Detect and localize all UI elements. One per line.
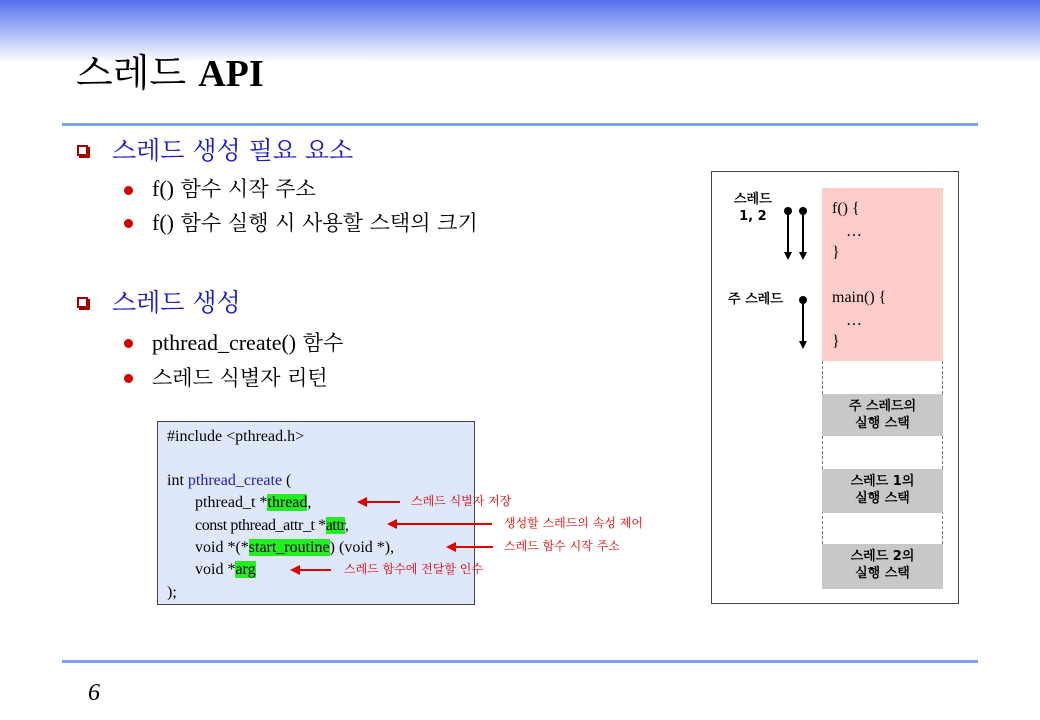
code-param-arg xyxy=(195,560,256,580)
section-bullet-icon xyxy=(77,297,88,308)
stack-label: 스레드 1의 xyxy=(850,474,915,489)
code-param-sep: ) (void *), xyxy=(329,539,395,556)
slide-title xyxy=(76,50,264,97)
stack-label: 실행 스택 xyxy=(855,566,910,581)
stack-thread-2 xyxy=(822,544,943,589)
code-segment-line: } xyxy=(832,333,840,350)
annotation-thread: 스레드 식별자 저장 xyxy=(411,494,512,508)
code-open-paren: ( xyxy=(282,472,292,489)
code-segment-block xyxy=(822,188,943,361)
code-segment-line: } xyxy=(832,244,840,261)
list-item xyxy=(152,330,343,356)
stack-label: 실행 스택 xyxy=(855,491,910,506)
arrow-line xyxy=(299,569,331,571)
arrow-line xyxy=(455,546,493,548)
bullet-dot-icon xyxy=(124,374,133,383)
section-title-requirements: 스레드 생성 필요 요소 xyxy=(112,136,354,165)
section-bullet-icon xyxy=(77,145,88,156)
code-snippet xyxy=(157,421,475,605)
code-param-sep: , xyxy=(344,517,349,534)
code-param-sep: , xyxy=(307,494,312,511)
annotation-attr: 생성할 스레드의 속성 제어 xyxy=(504,516,643,530)
main-thread-label: 주 스레드 xyxy=(728,292,783,307)
list-item-text: 스레드 식별자 리턴 xyxy=(152,366,328,390)
code-param-attr xyxy=(195,516,348,536)
code-segment-line: f() { xyxy=(832,200,860,217)
stack-label: 스레드 2의 xyxy=(850,549,915,564)
code-param-highlight: arg xyxy=(235,561,256,578)
slide-title-korean: 스레드 xyxy=(76,51,187,95)
top-divider xyxy=(62,123,978,126)
thread-line xyxy=(802,301,804,341)
code-param-thread xyxy=(195,493,311,513)
list-item xyxy=(152,365,328,391)
arrow-line xyxy=(366,501,400,503)
list-item-text: 함수 xyxy=(296,331,344,355)
list-item-text: 함수 실행 시 사용할 스택의 크기 xyxy=(173,211,478,235)
code-param-highlight: attr xyxy=(325,517,345,534)
arrow-down-icon xyxy=(799,252,807,260)
code-close: ); xyxy=(167,584,177,601)
code-return-type: int xyxy=(167,472,188,489)
thread-line xyxy=(787,212,789,252)
code-segment-line: … xyxy=(846,312,862,329)
code-function-name: pthread_create xyxy=(187,472,283,489)
code-include: #include <pthread.h> xyxy=(167,428,305,445)
list-item-code: f() xyxy=(152,176,174,201)
arrow-line xyxy=(396,523,492,525)
annotation-start-routine: 스레드 함수 시작 주소 xyxy=(504,539,620,553)
list-item xyxy=(152,210,478,236)
list-item xyxy=(152,176,316,202)
thread-1-2-label xyxy=(734,191,772,225)
code-param-start-routine xyxy=(195,538,394,558)
code-param-type: pthread_t * xyxy=(195,494,268,511)
list-item-text: 함수 시작 주소 xyxy=(173,177,316,201)
code-segment-line: … xyxy=(846,223,862,240)
section-title-creation: 스레드 생성 xyxy=(112,288,241,317)
list-item-code: f() xyxy=(152,210,174,235)
bullet-dot-icon xyxy=(124,339,133,348)
page-number: 6 xyxy=(88,680,100,706)
code-param-type: const pthread_attr_t * xyxy=(195,517,326,534)
thread-line xyxy=(802,212,804,252)
thread-label-text: 스레드 xyxy=(734,192,772,207)
bottom-divider xyxy=(62,660,978,663)
code-param-highlight: thread xyxy=(267,494,308,511)
stack-main-thread xyxy=(822,394,943,436)
arrow-down-icon xyxy=(784,252,792,260)
stack-label: 주 스레드의 xyxy=(848,399,917,414)
code-param-type: void * xyxy=(195,561,236,578)
code-declaration xyxy=(167,471,291,491)
annotation-arg: 스레드 함수에 전달할 인수 xyxy=(344,562,483,576)
arrow-down-icon xyxy=(799,341,807,349)
slide-title-api: API xyxy=(198,53,264,95)
code-segment-line: main() { xyxy=(832,289,887,306)
bullet-dot-icon xyxy=(124,186,133,195)
list-item-code: pthread_create() xyxy=(152,330,297,355)
code-param-type: void *(* xyxy=(195,539,249,556)
stack-label: 실행 스택 xyxy=(855,416,910,431)
bullet-dot-icon xyxy=(124,219,133,228)
stack-thread-1 xyxy=(822,469,943,513)
code-param-highlight: start_routine xyxy=(248,539,330,556)
thread-label-numbers: 1, 2 xyxy=(739,209,767,224)
